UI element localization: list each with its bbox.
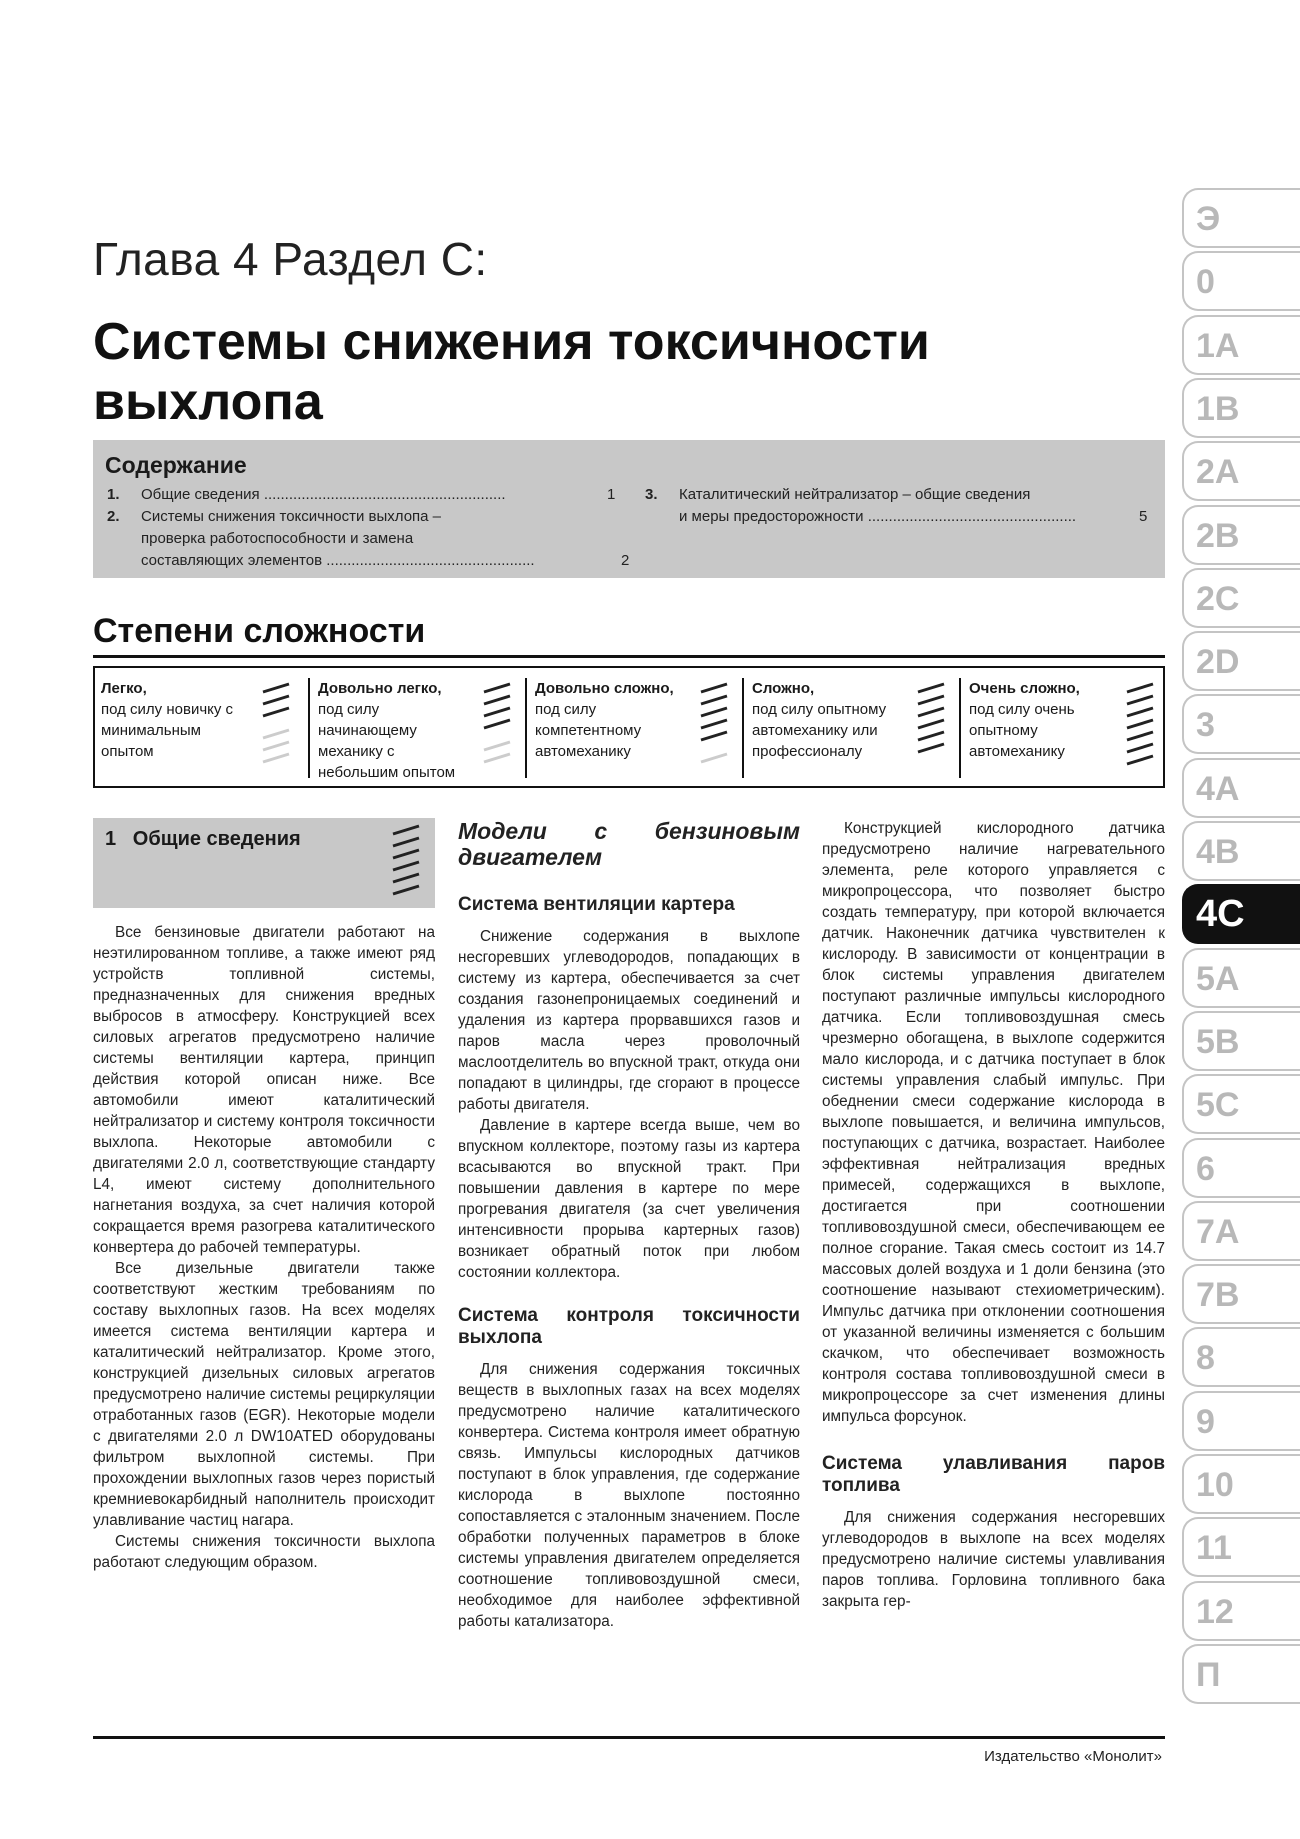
tab-label: 1A [1196,326,1240,365]
page-title: Системы снижения токсичности выхлопа [93,313,930,431]
tab-label: 11 [1196,1529,1232,1568]
chapter-tab-5b[interactable] [1182,1011,1300,1071]
tab-label: 0 [1196,263,1215,302]
toc-text: Системы снижения токсичности выхлопа – [141,508,442,525]
chapter-tab-12[interactable] [1182,1581,1300,1641]
column-3 [822,818,1165,1612]
toc-num: 1. [107,486,120,503]
section-heading [105,828,301,851]
paragraph: Системы снижения токсичности выхлопа работают следующим образом. [93,1533,435,1571]
difficulty-desc: под силу опытному автомеханику или профессионалу [752,701,887,760]
tab-label: 4C [1196,893,1245,936]
chapter-heading: Глава 4 Раздел С: [93,233,488,285]
wrench-icon [914,682,950,766]
paragraph: Давление в картере всегда выше, чем во впускном коллекторе, поэтому газы из картера всасываются во впускной тракт. При повышении давления в картере по мере прогревания двигателя (за счет увеличения интенсивности прорыва картерных газов) возникает обратный поток при любом состоянии коллектора. [458,1117,800,1281]
chapter-tab-11[interactable] [1182,1517,1300,1577]
difficulty-title: Легко, [101,680,147,697]
chapter-tab-2d[interactable] [1182,631,1300,691]
toc-item[interactable] [107,484,617,506]
wrench-icon [697,682,733,766]
difficulty-level-1 [95,668,308,786]
divider [308,678,310,778]
difficulty-level-5 [963,668,1163,786]
toc-text: проверка работоспособности и замена [141,530,414,547]
tab-label: 8 [1196,1339,1215,1378]
chapter-tab-1a[interactable] [1182,315,1300,375]
column-2 [458,818,800,1632]
tab-label: 12 [1196,1592,1234,1631]
wrench-icon [389,824,425,904]
chapter-tab-4a[interactable] [1182,758,1300,818]
chapter-tab-2b[interactable] [1182,505,1300,565]
tab-label: 2B [1196,516,1240,555]
toc-page: 2 [621,552,630,569]
subsection-title: Система улавливания паров топлива [822,1453,1165,1496]
contents-heading: Содержание [105,452,247,478]
chapter-tab-3[interactable] [1182,694,1300,754]
subsection-title: Система вентиляции картера [458,894,735,915]
difficulty-desc: под силу начинающему механику с небольшим опытом [318,701,456,781]
difficulty-title: Довольно сложно, [535,680,674,697]
difficulty-desc: под силу компетентному автомеханику [535,701,642,760]
subsection-heading: Модели с бензиновым двигателем [458,818,800,870]
difficulty-level-4 [746,668,959,786]
toc-text: Общие сведения .......................................................... [141,486,506,503]
wrench-icon [480,682,516,766]
footer-rule [93,1736,1165,1739]
chapter-tab-4b[interactable] [1182,821,1300,881]
chapter-tab-6[interactable] [1182,1138,1300,1198]
section-number: 1 [105,828,117,850]
divider [959,678,961,778]
tab-label: 3 [1196,706,1215,745]
toc-item[interactable] [107,506,637,572]
toc-text: и меры предосторожности .................................................. [679,508,1077,525]
heading-rule [93,655,1165,658]
toc-item[interactable] [645,484,1155,528]
chapter-tab-7b[interactable] [1182,1264,1300,1324]
tab-label: П [1196,1655,1221,1694]
chapter-tab-7a[interactable] [1182,1201,1300,1261]
chapter-tab-2a[interactable] [1182,441,1300,501]
tab-label: 10 [1196,1466,1234,1504]
tab-label: 2D [1196,643,1240,682]
difficulty-desc: под силу очень опытному автомеханику [969,701,1075,760]
chapter-tab-0[interactable] [1182,251,1300,311]
toc-num: 3. [645,486,658,503]
section-1-header [93,818,435,908]
divider [742,678,744,778]
tab-label: 2A [1196,453,1240,492]
difficulty-heading: Степени сложности [93,612,426,650]
subsection-title: Система контроля токсичности выхлопа [458,1305,800,1348]
paragraph: Для снижения содержания токсичных веществ в выхлопных газах на всех моделях предусмотрено наличие каталитического конвертера. Система контроля имеет обратную связь. Импульсы кислородных датчиков поступают в блок управления, где содержание кислорода в выхлопе постоянно сопоставляется с эталонным значением. После обработки полученных параметров в блоке системы управления двигателем определяется соотношение топливовоздушной смеси, необходимое для наиболее эффективной работы катализатора. [458,1361,800,1630]
wrench-icon [1123,682,1159,766]
wrench-icon [259,682,295,766]
chapter-tab-5c[interactable] [1182,1074,1300,1134]
tab-label: 6 [1196,1149,1215,1188]
tab-label: 1B [1196,389,1240,428]
paragraph: Для снижения содержания несгоревших углеводородов в выхлопе на всех моделях предусмотрено наличие системы улавливания паров топлива. Горловина топливного бака закрыта гер- [822,1509,1165,1610]
contents-box [93,440,1165,578]
toc-num: 2. [107,508,120,525]
chapter-tab-10[interactable] [1182,1454,1300,1514]
chapter-tab-э[interactable] [1182,188,1300,248]
column-1 [93,922,435,1573]
chapter-tab-8[interactable] [1182,1327,1300,1387]
publisher-name: Издательство «Монолит» [984,1748,1162,1765]
tab-label: 2C [1196,579,1240,618]
tab-label: 9 [1196,1402,1215,1441]
difficulty-desc: под силу новичку с минимальным опытом [101,701,234,760]
tab-label: 4A [1196,769,1240,808]
paragraph: Все дизельные двигатели также соответствуют жестким требованиям по составу выхлопных газов. На всех моделях имеется система вентиляции картера и каталитический нейтрализатор. Кроме этого, конструкцией дизельных силовых агрегатов предусмотрено наличие системы рециркуляции отработанных газов (EGR). Некоторые модели с двигателями 2.0 л DW10ATED оборудованы фильтром выхлопной системы. При прохождении выхлопных газов через пористый кремниевокарбидный наполнитель происходит улавливание частиц нагара. [93,1260,435,1529]
chapter-tab-2c[interactable] [1182,568,1300,628]
toc-text: Каталитический нейтрализатор – общие сведения [679,486,1031,503]
difficulty-level-2 [312,668,525,786]
chapter-tab-4c[interactable] [1182,884,1300,944]
difficulty-level-3 [529,668,742,786]
tab-label: 5B [1196,1022,1240,1061]
tab-label: 7A [1196,1212,1240,1251]
divider [525,678,527,778]
toc-text: составляющих элементов .................................................. [141,552,535,569]
tab-label: 4B [1196,833,1240,871]
tab-label: Э [1196,200,1221,238]
difficulty-title: Сложно, [752,680,815,697]
tab-label: 7B [1196,1276,1240,1315]
difficulty-table [93,666,1165,788]
paragraph: Конструкцией кислородного датчика предусмотрено наличие нагревательного элемента, реле которого управляется с микропроцессора, что позволяет быстро создать температуру, при которой включается датчик. Наконечник датчика чувствителен к кислороду. В зависимости от концентрации в блок системы управления двигателем поступают различные импульсы кислородного датчика. Если топливовоздушная смесь чрезмерно обогащена, в выхлопе содержится мало кислорода, и с датчика поступает в блок системы управления слабый импульс. При обеднении смеси содержание кислорода в выхлопе повышается, и величина импульсов, поступающих с датчика, возрастает. Наиболее эффективная нейтрализация вредных примесей, содержащихся в выхлопе, достигается при соотношении топливовоздушной смеси, обеспечивающем ее полное сгорание. Такая смесь состоит из 14.7 массовых долей воздуха и 1 доли бензина (это соотношение называют стехиометрическим). Импульс датчика при отклонении соотношения от указанной величины изменяется с большим скачком, что обеспечивает возможность контроля состава топливовоздушной смеси в микропроцессоре за счет изменения длины импульса форсунок. [822,820,1165,1425]
toc-page: 5 [1139,508,1148,525]
paragraph: Все бензиновые двигатели работают на неэтилированном топливе, а также имеют ряд устройств топливной системы, предназначенных для снижения вредных выбросов в атмосферу. Конструкцией всех силовых агрегатов предусмотрено наличие системы вентиляции картера, принцип действия которой описан ниже. Все автомобили имеют каталитический нейтрализатор и систему контроля токсичности выхлопа. Некоторые автомобили с двигателями 2.0 л, соответствующие стандарту L4, имеют систему дополнительного нагнетания воздуха, за счет наличия которой сокращается время разогрева каталитического конвертера до рабочей температуры. [93,924,435,1256]
section-title: Общие сведения [132,828,301,850]
toc-page: 1 [607,486,616,503]
chapter-tab-5a[interactable] [1182,948,1300,1008]
chapter-tab-п[interactable] [1182,1644,1300,1704]
chapter-tab-9[interactable] [1182,1391,1300,1451]
tab-label: 5C [1196,1086,1240,1125]
tab-label: 5A [1196,959,1240,998]
difficulty-title: Очень сложно, [969,680,1080,697]
difficulty-title: Довольно легко, [318,680,442,697]
chapter-tab-1b[interactable] [1182,378,1300,438]
paragraph: Снижение содержания в выхлопе несгоревших углеводородов, попадающих в систему из картера, обеспечивается за счет создания газонепроницаемых соединений и удаления из картера прорвавшихся газов и паров масла через проволочный маслоотделитель во впускной тракт, откуда они попадают в цилиндры, где сгорают в процессе работы двигателя. [458,928,800,1113]
